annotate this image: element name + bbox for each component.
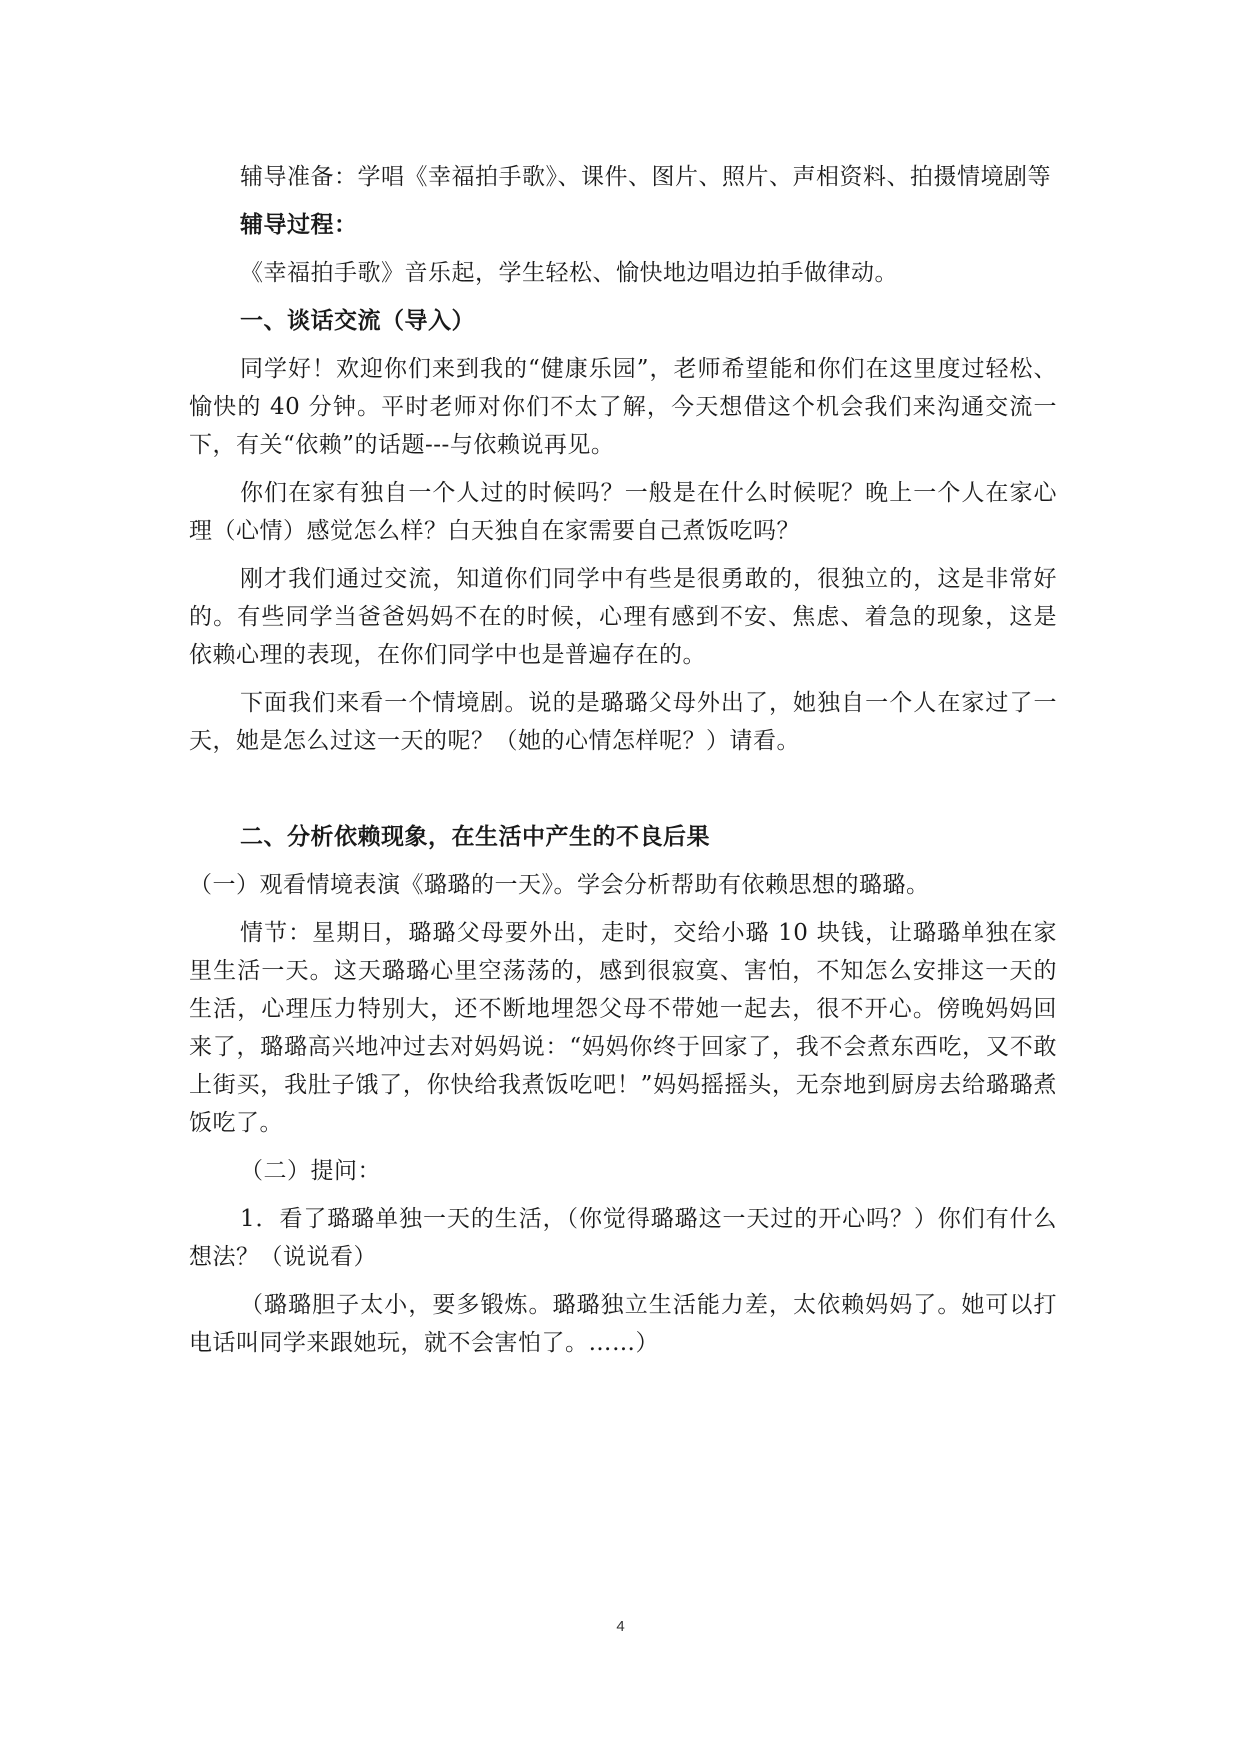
sub2-heading: （二）提问： [240, 1158, 381, 1184]
document-body [189, 158, 1057, 1372]
q1-paragraph: 1．看了璐璐单独一天的生活，（你觉得璐璐这一天过的开心吗？）你们有什么想法？（说说看） [189, 1206, 1057, 1270]
summary-paragraph: 刚才我们通过交流，知道你们同学中有些是很勇敢的，很独立的，这是非常好的。有些同学当爸爸妈妈不在的时候，心理有感到不安、焦虑、着急的现象，这是依赖心理的表现，在你们同学中也是普遍存在的。 [189, 566, 1057, 668]
greeting-paragraph: 同学好！欢迎你们来到我的“健康乐园”，老师希望能和你们在这里度过轻松、愉快的 40 分钟。平时老师对你们不太了解，今天想借这个机会我们来沟通交流一下，有关“依赖”的话题---与依赖说再见。 [189, 356, 1057, 458]
plot-paragraph: 情节：星期日，璐璐父母要外出，走时，交给小璐 10 块钱，让璐璐单独在家里生活一天。这天璐璐心里空荡荡的，感到很寂寞、害怕，不知怎么安排这一天的生活，心理压力特别大，还不断地埋怨父母不带她一起去，很不开心。傍晚妈妈回来了，璐璐高兴地冲过去对妈妈说：“妈妈你终于回家了，我不会煮东西吃，又不敢上街买，我肚子饿了，你快给我煮饭吃吧！”妈妈摇摇头，无奈地到厨房去给璐璐煮饭吃了。 [189, 920, 1057, 1136]
process-heading: 辅导过程： [240, 211, 358, 238]
drama-intro-paragraph: 下面我们来看一个情境剧。说的是璐璐父母外出了，她独自一个人在家过了一天，她是怎么过这一天的呢？（她的心情怎样呢？）请看。 [189, 690, 1057, 754]
section2-heading: 二、分析依赖现象，在生活中产生的不良后果 [240, 823, 710, 850]
prep-paragraph: 辅导准备：学唱《幸福拍手歌》、课件、图片、照片、声相资料、拍摄情境剧等 [240, 164, 1051, 190]
sub1-paragraph: （一）观看情境表演《璐璐的一天》。学会分析帮助有依赖思想的璐璐。 [189, 872, 930, 898]
music-paragraph: 《幸福拍手歌》音乐起，学生轻松、愉快地边唱边拍手做律动。 [240, 260, 898, 286]
page-number: 4 [616, 1618, 625, 1635]
section1-heading: 一、谈话交流（导入） [240, 307, 475, 334]
question-paragraph: 你们在家有独自一个人过的时候吗？一般是在什么时候呢？晚上一个人在家心理（心情）感觉怎么样？白天独自在家需要自己煮饭吃吗？ [189, 480, 1057, 544]
section-spacer [189, 770, 1057, 818]
answer-paragraph: （璐璐胆子太小，要多锻炼。璐璐独立生活能力差，太依赖妈妈了。她可以打电话叫同学来跟她玩，就不会害怕了。……） [189, 1292, 1057, 1356]
